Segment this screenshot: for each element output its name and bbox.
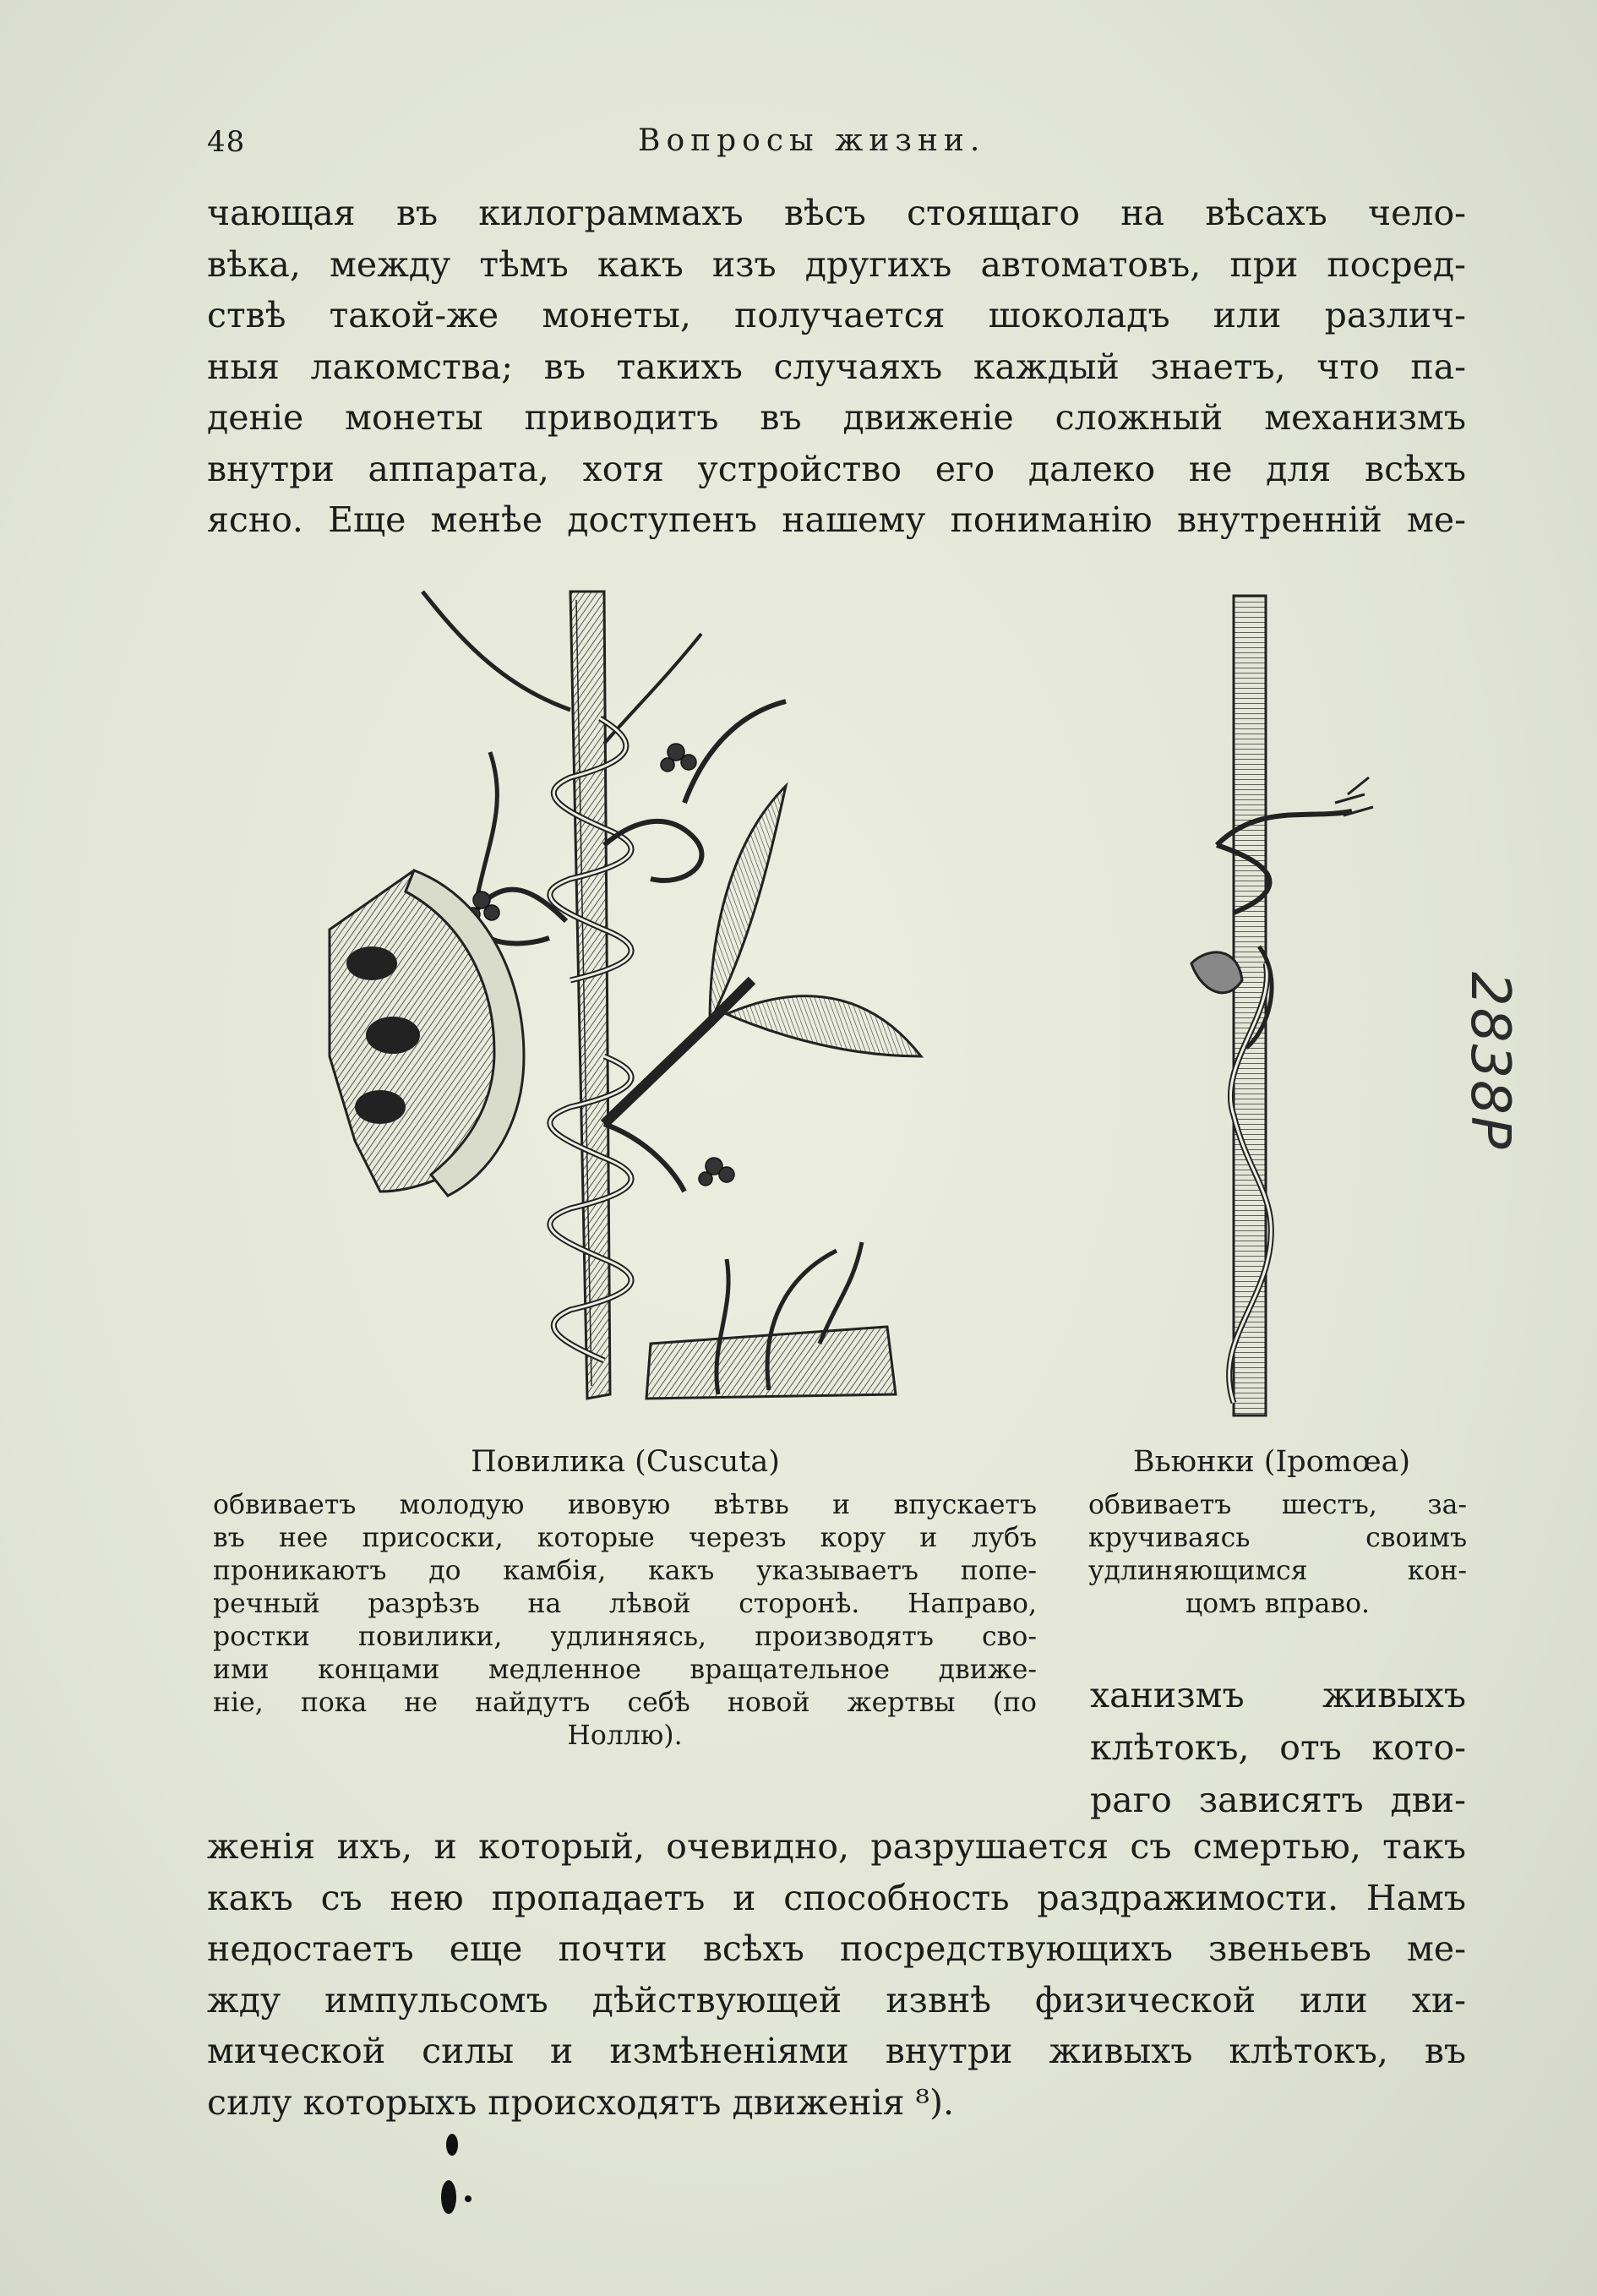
figure-caption-title: Вьюнки (Ipomœa) <box>1132 1445 1411 1479</box>
text-line: женія ихъ, и который, очевидно, разрушается съ смертью, такъ <box>207 1826 1466 1867</box>
page-number: 48 <box>207 125 246 159</box>
dodder-vine-illustration <box>313 583 955 1420</box>
caption-line: обвиваетъ шестъ, за- <box>1088 1490 1467 1520</box>
bottom-paragraph <box>207 1821 1466 2128</box>
figure-caption-title: Повилика (Cuscuta) <box>471 1445 780 1479</box>
text-line: внутри аппарата, хотя устройство его далеко не для всѣхъ <box>207 448 1466 489</box>
right-column-text <box>1090 1669 1466 1826</box>
text-line: жду импульсомъ дѣйствующей извнѣ физической или хи- <box>207 1979 1466 2021</box>
text-line: ясно. Еще менѣе доступенъ нашему пониманію внутренній ме- <box>207 499 1466 540</box>
caption-line: ими концами медленное вращательное движе- <box>213 1655 1037 1685</box>
caption-line: обвиваетъ молодую ивовую вѣтвь и впускаетъ <box>213 1490 1037 1520</box>
figure-caption-text <box>213 1489 1037 1753</box>
text-line: ствѣ такой-же монеты, получается шоколадъ или различ- <box>207 295 1466 335</box>
margin-note: 2838Р <box>1458 972 1521 1151</box>
text-line: силу которыхъ происходятъ движенія ⁸). <box>207 2081 954 2123</box>
text-line: ханизмъ живыхъ <box>1090 1675 1466 1715</box>
ink-spot <box>465 2195 471 2202</box>
caption-line: удлиняющимся кон- <box>1088 1556 1467 1586</box>
page-header <box>207 125 1466 167</box>
text-line: вѣка, между тѣмъ какъ изъ другихъ автоматовъ, при посред- <box>207 243 1466 285</box>
text-line: деніе монеты приводитъ въ движеніе сложный механизмъ <box>207 397 1466 438</box>
caption-line: Ноллю). <box>567 1721 683 1751</box>
caption-line: кручиваясь своимъ <box>1088 1523 1467 1553</box>
top-paragraph <box>207 188 1466 546</box>
morning-glory-pole-illustration <box>1166 592 1394 1424</box>
text-line: какъ съ нею пропадаетъ и способность раздражимости. Намъ <box>207 1877 1466 1918</box>
text-line: чающая въ килограммахъ вѣсъ стоящаго на вѣсахъ чело- <box>207 193 1466 233</box>
caption-line: ніе, пока не найдутъ себѣ новой жертвы (по <box>213 1688 1037 1718</box>
text-line: раго зависятъ дви- <box>1090 1780 1466 1820</box>
text-line: недостаетъ еще почти всѣхъ посредствующихъ звеньевъ ме- <box>207 1928 1466 1969</box>
caption-line: въ нее присоски, которые черезъ кору и лубъ <box>213 1523 1037 1553</box>
caption-line: ростки повилики, удлиняясь, производятъ сво- <box>213 1622 1037 1652</box>
text-line: клѣтокъ, отъ кото- <box>1090 1727 1466 1768</box>
caption-line: проникаютъ до камбія, какъ указываетъ попе- <box>213 1556 1037 1586</box>
caption-line: цомъ вправо. <box>1185 1589 1371 1619</box>
ink-spot <box>446 2134 458 2156</box>
caption-line: речный разрѣзъ на лѣвой сторонѣ. Направо, <box>213 1589 1037 1619</box>
text-line: мической силы и измѣненіями внутри живыхъ клѣтокъ, въ <box>207 2031 1466 2071</box>
text-line: ныя лакомства; въ такихъ случаяхъ каждый знаетъ, что па- <box>207 346 1466 387</box>
running-title: Вопросы жизни. <box>638 123 986 158</box>
ink-spot <box>441 2180 456 2214</box>
figure-caption-text <box>1088 1489 1467 1621</box>
